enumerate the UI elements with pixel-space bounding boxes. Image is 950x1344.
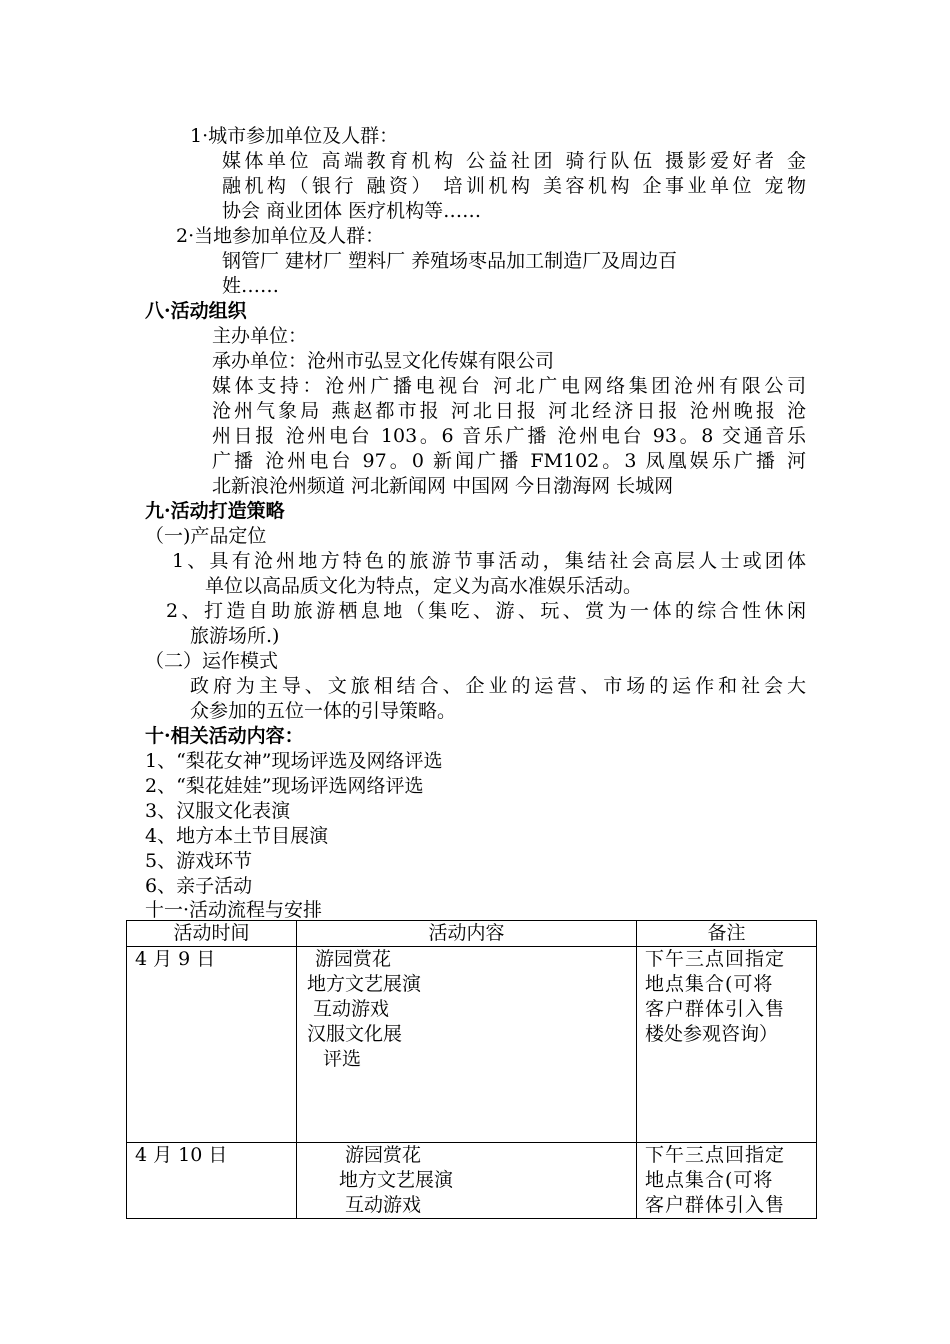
media-support-line: 广播 沧州电台 97。0 新闻广播 FM102。3 凤凰娱乐广播 河 xyxy=(212,450,806,472)
strategy-paragraph-line: 2、打造自助旅游栖息地（集吃、游、玩、赏为一体的综合性休闲 xyxy=(166,600,806,622)
section7-item1-line: 融机构（银行 融资） 培训机构 美容机构 企事业单位 宠物 xyxy=(222,175,806,197)
schedule-table xyxy=(126,920,817,1219)
note-line: 楼处参观咨询） xyxy=(645,1023,779,1045)
section9-heading: 九·活动打造策略 xyxy=(145,500,285,522)
content-line: 游园赏花 xyxy=(345,1144,422,1166)
organizer-unit: 承办单位：沧州市弘昱文化传媒有限公司 xyxy=(212,350,555,372)
content-line: 地方文艺展演 xyxy=(339,1169,454,1191)
date-cell xyxy=(127,1143,297,1219)
strategy-paragraph-line: 旅游场所.) xyxy=(190,625,280,647)
strategy-paragraph-line: 单位以高品质文化为特点，定义为高水准娱乐活动。 xyxy=(205,575,643,597)
section11-heading: 十一·活动流程与安排 xyxy=(145,899,323,921)
date-text: 4 月 9 日 xyxy=(135,948,216,970)
activity-item: 2、“梨花娃娃”现场评选网络评选 xyxy=(145,775,424,797)
section9-sub1: （一)产品定位 xyxy=(145,525,267,547)
column-header-content: 活动内容 xyxy=(297,921,637,947)
table-row xyxy=(127,947,817,1143)
media-support-line: 北新浪沧州频道 河北新闻网 中国网 今日渤海网 长城网 xyxy=(212,475,674,497)
date-cell xyxy=(127,947,297,1143)
note-line: 客户群体引入售 xyxy=(645,998,786,1020)
section10-heading: 十·相关活动内容： xyxy=(145,725,304,747)
activity-item: 1、“梨花女神”现场评选及网络评选 xyxy=(145,750,443,772)
strategy-paragraph-line: 政府为主导、文旅相结合、企业的运营、市场的运作和社会大 xyxy=(190,675,806,697)
section7-item2-line: 姓…… xyxy=(222,275,280,297)
table-row xyxy=(127,1143,817,1219)
content-line: 游园赏花 xyxy=(315,948,392,970)
media-support-line: 州日报 沧州电台 103。6 音乐广播 沧州电台 93。8 交通音乐 xyxy=(212,425,806,447)
table-header-row xyxy=(127,921,817,947)
date-text: 4 月 10 日 xyxy=(135,1144,228,1166)
note-line: 地点集合(可将 xyxy=(645,1169,774,1191)
content-line: 评选 xyxy=(323,1048,362,1070)
activity-item: 4、地方本土节目展演 xyxy=(145,825,329,847)
content-line: 互动游戏 xyxy=(345,1194,422,1216)
section9-sub2: （二）运作模式 xyxy=(145,650,279,672)
note-cell xyxy=(637,1143,817,1219)
section7-item1-line: 协会 商业团体 医疗机构等…… xyxy=(222,200,482,222)
content-line: 互动游戏 xyxy=(313,998,390,1020)
content-line: 汉服文化展 xyxy=(307,1023,403,1045)
section7-item2-line: 钢管厂 建材厂 塑料厂 养殖场枣品加工制造厂及周边百 xyxy=(222,250,678,272)
content-cell xyxy=(297,1143,637,1219)
activity-item: 3、汉服文化表演 xyxy=(145,800,291,822)
activity-item: 6、亲子活动 xyxy=(145,875,253,897)
section7-item2-title: 2·当地参加单位及人群： xyxy=(176,225,385,247)
note-cell xyxy=(637,947,817,1143)
host-unit: 主办单位： xyxy=(212,325,308,347)
note-line: 地点集合(可将 xyxy=(645,973,774,995)
section7-item1-line: 媒体单位 高端教育机构 公益社团 骑行队伍 摄影爱好者 金 xyxy=(222,150,806,172)
note-line: 下午三点回指定 xyxy=(645,948,786,970)
strategy-paragraph-line: 众参加的五位一体的引导策略。 xyxy=(190,700,457,722)
content-line: 地方文艺展演 xyxy=(307,973,422,995)
column-header-note: 备注 xyxy=(637,921,817,947)
note-line: 下午三点回指定 xyxy=(645,1144,786,1166)
activity-item: 5、游戏环节 xyxy=(145,850,253,872)
note-line: 客户群体引入售 xyxy=(645,1194,786,1216)
section8-heading: 八·活动组织 xyxy=(145,300,247,322)
content-cell xyxy=(297,947,637,1143)
section7-item1-title: 1·城市参加单位及人群： xyxy=(190,125,399,147)
strategy-paragraph-line: 1、具有沧州地方特色的旅游节事活动，集结社会高层人士或团体 xyxy=(172,550,806,572)
media-support-line: 媒体支持：沧州广播电视台 河北广电网络集团沧州有限公司 xyxy=(212,375,806,397)
media-support-line: 沧州气象局 燕赵都市报 河北日报 河北经济日报 沧州晚报 沧 xyxy=(212,400,806,422)
column-header-time: 活动时间 xyxy=(127,921,297,947)
